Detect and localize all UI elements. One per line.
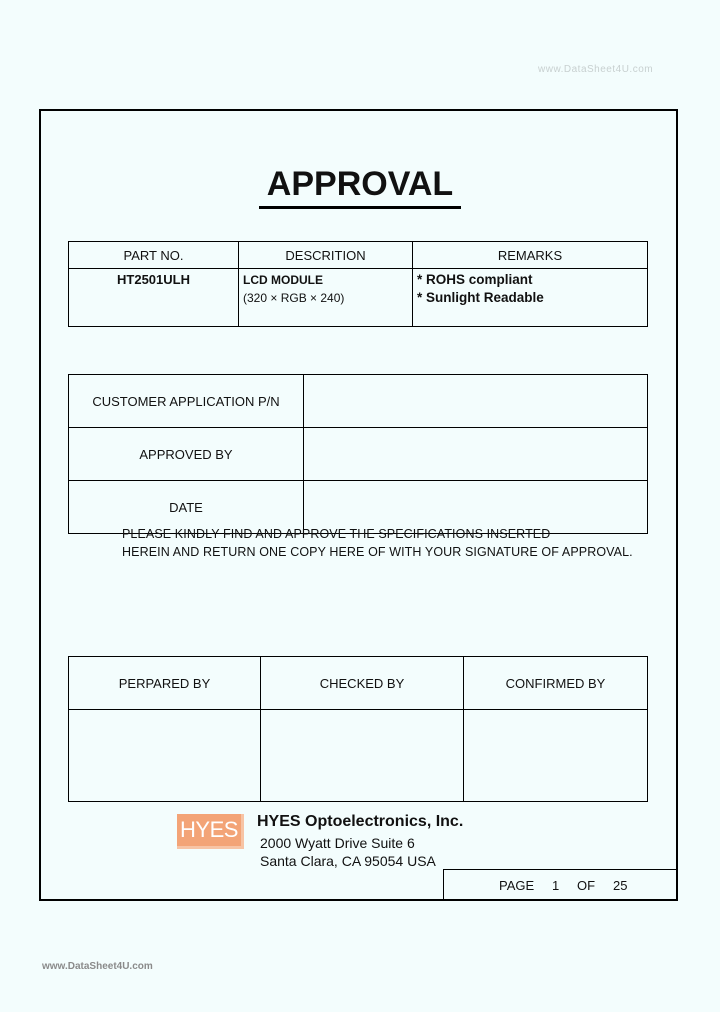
- company-address-line-2: Santa Clara, CA 95054 USA: [260, 853, 436, 869]
- prepared-by-signature[interactable]: [69, 710, 261, 802]
- company-logo: HYES: [177, 814, 244, 849]
- date-label: DATE: [69, 481, 304, 534]
- checked-by-header: CHECKED BY: [261, 657, 464, 710]
- customer-row: [69, 428, 648, 481]
- confirmed-by-signature[interactable]: [464, 710, 648, 802]
- remarks-cell: [413, 269, 648, 327]
- confirmed-by-header: CONFIRMED BY: [464, 657, 648, 710]
- page-of-label: OF: [577, 878, 596, 893]
- approved-by-field[interactable]: [304, 428, 648, 481]
- approval-note: [122, 525, 633, 561]
- note-line-1: PLEASE KINDLY FIND AND APPROVE THE SPECIFICATIONS INSERTED: [122, 527, 551, 541]
- note-line-2: HEREIN AND RETURN ONE COPY HERE OF WITH YOUR SIGNATURE OF APPROVAL.: [122, 545, 633, 559]
- description-header: DESCRITION: [239, 242, 413, 269]
- page-total: 25: [613, 878, 628, 893]
- remarks-header: REMARKS: [413, 242, 648, 269]
- description-line-1: LCD MODULE: [243, 273, 323, 287]
- checked-by-signature[interactable]: [261, 710, 464, 802]
- signature-header-row: [69, 657, 648, 710]
- watermark-top: www.DataSheet4U.com: [538, 64, 654, 75]
- customer-pn-field[interactable]: [304, 375, 648, 428]
- part-no-cell: [69, 269, 239, 327]
- customer-table: [68, 374, 648, 534]
- page-current: 1: [552, 878, 560, 893]
- document-title: [0, 164, 720, 209]
- description-cell: [239, 269, 413, 327]
- company-address-line-1: 2000 Wyatt Drive Suite 6: [260, 835, 415, 851]
- document-title-text: APPROVAL: [259, 164, 461, 209]
- part-table-row: [69, 269, 648, 327]
- remark-line-2: * Sunlight Readable: [417, 290, 544, 305]
- prepared-by-header: PERPARED BY: [69, 657, 261, 710]
- signature-table: [68, 656, 648, 802]
- part-no-value: HT2501ULH: [117, 272, 190, 287]
- part-no-header: PART NO.: [69, 242, 239, 269]
- description-line-2: (320 × RGB × 240): [243, 291, 345, 305]
- customer-pn-label: CUSTOMER APPLICATION P/N: [69, 375, 304, 428]
- company-name: HYES Optoelectronics, Inc.: [257, 813, 464, 830]
- approved-by-label: APPROVED BY: [69, 428, 304, 481]
- page-number-box: [443, 869, 678, 901]
- watermark-bottom: www.DataSheet4U.com: [42, 961, 153, 972]
- signature-row: [69, 710, 648, 802]
- part-table: [68, 241, 648, 327]
- remark-line-1: * ROHS compliant: [417, 272, 533, 287]
- page-label: PAGE: [499, 878, 535, 893]
- part-table-header-row: [69, 242, 648, 269]
- customer-row: [69, 375, 648, 428]
